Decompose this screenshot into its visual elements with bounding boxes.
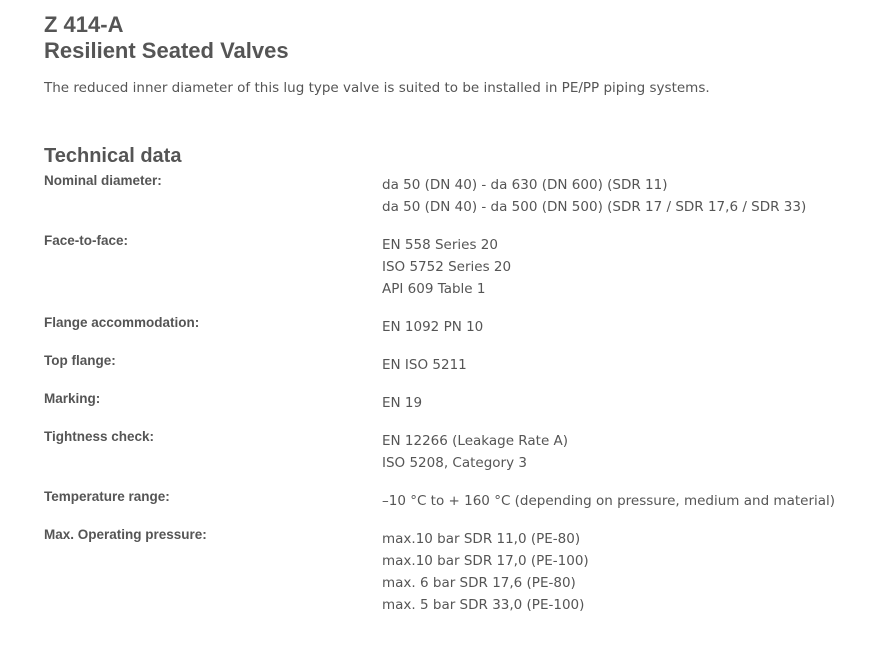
spec-label: Flange accommodation: — [44, 315, 200, 330]
product-name: Resilient Seated Valves — [44, 38, 289, 63]
spec-row — [44, 488, 864, 512]
spec-value: max.10 bar SDR 17,0 (PE-100) — [382, 553, 589, 569]
spec-value: EN 19 — [382, 395, 423, 411]
spec-values — [382, 174, 864, 218]
spec-row — [44, 390, 864, 414]
spec-value: EN 1092 PN 10 — [382, 319, 484, 335]
spec-row — [44, 232, 864, 300]
product-page — [44, 12, 864, 630]
spec-label: Max. Operating pressure: — [44, 527, 207, 542]
product-code: Z 414-A — [44, 12, 124, 37]
spec-values — [382, 354, 864, 376]
spec-values — [382, 392, 864, 414]
spec-value: EN 12266 (Leakage Rate A) — [382, 433, 569, 449]
spec-label: Temperature range: — [44, 489, 170, 504]
spec-row — [44, 172, 864, 218]
spec-values — [382, 490, 864, 512]
spec-value: da 50 (DN 40) - da 630 (DN 600) (SDR 11) — [382, 177, 668, 193]
spec-value: EN 558 Series 20 — [382, 237, 498, 253]
technical-data-heading: Technical data — [44, 145, 182, 167]
spec-label: Marking: — [44, 391, 101, 406]
spec-value: da 50 (DN 40) - da 500 (DN 500) (SDR 17 / SDR 17,6 / SDR 33) — [382, 199, 807, 215]
spec-values — [382, 316, 864, 338]
spec-values — [382, 430, 864, 474]
spec-label: Top flange: — [44, 353, 116, 368]
spec-value: max. 5 bar SDR 33,0 (PE-100) — [382, 597, 585, 613]
spec-label: Nominal diameter: — [44, 173, 162, 188]
spec-value: ISO 5208, Category 3 — [382, 455, 527, 471]
spec-value: max.10 bar SDR 11,0 (PE-80) — [382, 531, 581, 547]
spec-row — [44, 314, 864, 338]
spec-values — [382, 528, 864, 616]
spec-values — [382, 234, 864, 300]
technical-data-table — [44, 172, 864, 616]
spec-value: –10 °C to + 160 °C (depending on pressure, medium and material) — [382, 493, 836, 509]
product-description: The reduced inner diameter of this lug type valve is suited to be installed in PE/PP piping systems. — [44, 80, 710, 96]
spec-value: max. 6 bar SDR 17,6 (PE-80) — [382, 575, 576, 591]
spec-label: Face-to-face: — [44, 233, 129, 248]
spec-row — [44, 428, 864, 474]
spec-label: Tightness check: — [44, 429, 155, 444]
spec-row — [44, 352, 864, 376]
spec-row — [44, 526, 864, 616]
spec-value: EN ISO 5211 — [382, 357, 467, 373]
spec-value: API 609 Table 1 — [382, 281, 486, 297]
spec-value: ISO 5752 Series 20 — [382, 259, 512, 275]
